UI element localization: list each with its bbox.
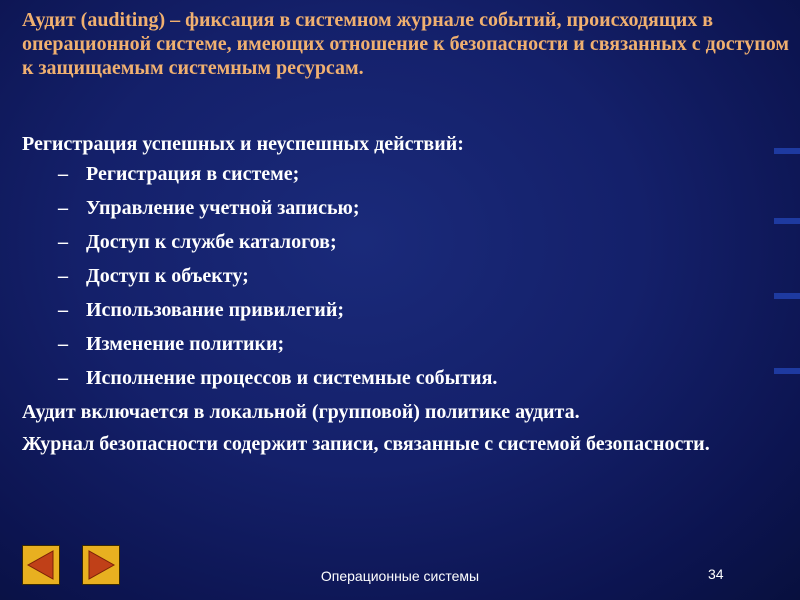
dash-bullet: – [58, 265, 68, 287]
list-item-text: Управление учетной записью; [86, 197, 360, 219]
slide-body [22, 132, 792, 456]
dash-bullet: – [58, 367, 68, 389]
audit-event-list [58, 162, 792, 390]
audit-policy-text: Аудит включается в локальной (групповой) политике аудита. [22, 401, 580, 423]
list-item-text: Доступ к службе каталогов; [86, 231, 337, 253]
stripe-decoration [774, 293, 800, 299]
list-item-text: Использование привилегий; [86, 299, 345, 321]
page-number: 34 [708, 566, 724, 582]
dash-bullet: – [58, 299, 68, 321]
list-item-text: Изменение политики; [86, 333, 285, 355]
slide-title: Аудит (auditing) – фиксация в системном журнале событий, происходящих в операционной системе, имеющих отношение к безопасности и связанных с доступом к защищаемым системным ресурсам. [22, 9, 789, 79]
dash-bullet: – [58, 197, 68, 219]
list-item-text: Регистрация в системе; [86, 163, 300, 185]
dash-bullet: – [58, 231, 68, 253]
stripe-decoration [774, 148, 800, 154]
dash-bullet: – [58, 333, 68, 355]
list-item-text: Исполнение процессов и системные события. [86, 367, 498, 389]
dash-bullet: – [58, 163, 68, 185]
list-item [58, 162, 792, 186]
security-log-text: Журнал безопасности содержит записи, связанные с системой безопасности. [22, 433, 710, 455]
list-item [58, 196, 792, 220]
intro-text: Регистрация успешных и неуспешных действий: [22, 133, 464, 155]
footer-course-title: Операционные системы [320, 568, 480, 584]
list-item [58, 332, 792, 356]
stripe-decoration [774, 368, 800, 374]
list-item-text: Доступ к объекту; [86, 265, 249, 287]
list-item [58, 264, 792, 288]
list-item [58, 298, 792, 322]
stripe-decoration [774, 218, 800, 224]
list-item [58, 230, 792, 254]
list-item [58, 366, 792, 390]
